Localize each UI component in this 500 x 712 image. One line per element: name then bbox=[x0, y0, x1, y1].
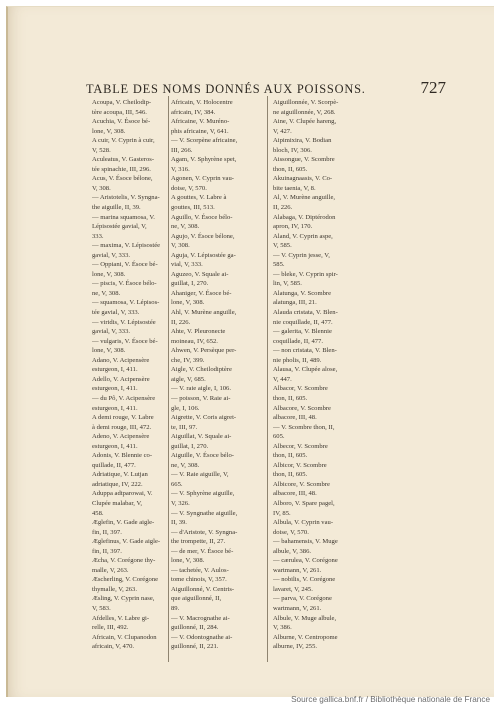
index-line: Albecor, V. Scombre bbox=[273, 442, 328, 450]
index-line: thymalle, V, 263. bbox=[92, 585, 137, 593]
index-line: — marina squamosa, V. bbox=[92, 213, 155, 221]
index-line: Agujo, V. Ésoce bélone, bbox=[171, 232, 235, 240]
index-line: V, 308. bbox=[171, 242, 190, 250]
index-line: bite taenia, V, 8. bbox=[273, 184, 316, 192]
index-line: — poisson, V. Raie ai- bbox=[171, 394, 231, 402]
index-line: II, 39. bbox=[171, 519, 187, 527]
index-line: ne, V, 308. bbox=[92, 289, 121, 297]
index-line: Albacore, V. Scombre bbox=[273, 404, 331, 412]
index-line: Albula, V. Cyprin vau- bbox=[273, 519, 334, 527]
index-line: lavaret, V, 245. bbox=[273, 585, 313, 593]
index-line: — du Pô, V. Acipensère bbox=[92, 394, 156, 402]
index-line: IV, 85. bbox=[273, 509, 291, 517]
index-line: 665. bbox=[171, 480, 183, 488]
index-line: A cuir, V. Cyprin à cuir, bbox=[92, 137, 155, 145]
index-line: — cærulea, V. Corégone bbox=[273, 557, 338, 565]
index-line: malle, V, 263. bbox=[92, 566, 129, 574]
index-line: albacore, III, 48. bbox=[273, 414, 317, 422]
index-line: guillonné, II, 284. bbox=[171, 624, 219, 632]
index-line: — parva, V. Corégone bbox=[273, 595, 332, 603]
index-line: thon, II, 605. bbox=[273, 165, 308, 173]
index-line: tée spinachie, III, 296. bbox=[92, 165, 151, 173]
column-rule bbox=[267, 96, 268, 662]
index-line: — Aristotelis, V. Syngna- bbox=[92, 194, 160, 202]
index-line: 605. bbox=[273, 433, 285, 441]
index-line: Albule, V. Muge albule, bbox=[273, 614, 337, 622]
index-line: alatunga, III, 21. bbox=[273, 299, 317, 307]
index-line: Æglefin, V. Gade aigle- bbox=[92, 519, 155, 527]
index-line: V, 316. bbox=[171, 165, 190, 173]
index-column-3 bbox=[273, 98, 373, 658]
index-line: Clupée malabar, V, bbox=[92, 499, 143, 507]
index-line: — d'Aristote, V. Syngna- bbox=[171, 528, 238, 536]
index-line: Aissongue, V. Scombre bbox=[273, 156, 335, 164]
index-line: 585. bbox=[273, 261, 285, 269]
index-line: Ahwen, V. Persèque per- bbox=[171, 347, 237, 355]
index-line: A gouttes, V. Labre à bbox=[171, 194, 227, 202]
index-line: wartmann, V, 261. bbox=[273, 566, 322, 574]
index-line: Albicore, V. Scombre bbox=[273, 480, 330, 488]
index-line: lone, V, 308. bbox=[171, 557, 205, 565]
index-line: — V. Scombre thon, II, bbox=[273, 423, 335, 431]
index-line: — viridis, V. Lépisostée bbox=[92, 318, 156, 326]
index-line: — V. raie aigle, I, 106. bbox=[171, 385, 232, 393]
index-line: Aguzeo, V. Squale ai- bbox=[171, 270, 229, 278]
index-line: Ahte, V. Pleuronecte bbox=[171, 328, 226, 336]
index-line: doise, V, 570. bbox=[171, 184, 207, 192]
index-line: Aiguillat, V. Squale ai- bbox=[171, 433, 232, 441]
index-line: Adonis, V. Blennie co- bbox=[92, 452, 153, 460]
index-line: — V. Raie aiguille, V, bbox=[171, 471, 229, 479]
index-line: guillat, I, 270. bbox=[171, 442, 209, 450]
source-credit: Source gallica.bnf.fr / Bibliothèque nationale de France bbox=[291, 695, 490, 704]
index-line: nie pholis, II, 489. bbox=[273, 356, 322, 364]
index-line: gouttes, III, 513. bbox=[171, 204, 215, 212]
index-line: esturgeon, I, 411. bbox=[92, 404, 138, 412]
index-line: Aguillo, V. Ésoce bélo- bbox=[171, 213, 233, 221]
index-line: tère acoupa, III, 546. bbox=[92, 108, 147, 116]
index-line: vial, V, 333. bbox=[171, 261, 203, 269]
index-line: te, III, 97. bbox=[171, 423, 198, 431]
index-line: Adano, V. Acipensère bbox=[92, 356, 150, 364]
index-line: lin, V, 585. bbox=[273, 280, 302, 288]
index-line: à demi rouge, III, 472. bbox=[92, 423, 152, 431]
index-line: II, 226. bbox=[273, 204, 293, 212]
index-line: fin, II, 397. bbox=[92, 528, 122, 536]
index-line: — V. Odontognathe ai- bbox=[171, 633, 233, 641]
index-line: che, IV, 399. bbox=[171, 356, 205, 364]
index-line: Africain, V. Holocentre bbox=[171, 99, 233, 106]
index-line: bloch, IV, 306. bbox=[273, 146, 312, 154]
index-line: Æglefinus, V. Gade aigle- bbox=[92, 538, 161, 546]
index-column-1 bbox=[92, 98, 166, 658]
index-line: V, 583. bbox=[92, 604, 111, 612]
index-line: V, 447. bbox=[273, 375, 292, 383]
index-line: Aigrette, V. Coris aigret- bbox=[171, 414, 237, 422]
index-line: gle, I, 106. bbox=[171, 404, 200, 412]
index-line: — bleke, V. Cyprin spir- bbox=[273, 270, 338, 278]
index-line: Acuchia, V. Ésoce bé- bbox=[92, 118, 151, 126]
index-line: Africaine, V. Muréno- bbox=[171, 118, 230, 126]
index-line: — non cristata, V. Blen- bbox=[273, 347, 337, 355]
index-line: Aine, V. Clupée hareng, bbox=[273, 118, 337, 126]
index-line: nie coquillade, II, 477. bbox=[273, 318, 333, 326]
index-line: phis africaine, V, 641. bbox=[171, 127, 229, 135]
index-line: Acoupa, V. Cheilodip- bbox=[92, 99, 152, 106]
index-line: doise, V, 570. bbox=[273, 528, 309, 536]
index-line: alburne, IV, 255. bbox=[273, 643, 318, 651]
index-line: 333. bbox=[92, 232, 104, 240]
index-line: gavial, V, 333. bbox=[92, 328, 131, 336]
index-line: Æscherling, V. Corégone bbox=[92, 576, 159, 584]
index-line: Al, V. Murène anguille, bbox=[273, 194, 336, 202]
index-line: — Oppiani, V. Ésoce bé- bbox=[92, 261, 158, 269]
index-line: ne, V, 308. bbox=[171, 461, 200, 469]
index-line: — maxima, V. Lépisostée bbox=[92, 242, 161, 250]
index-line: Aigle, V. Cheilodiptère bbox=[171, 366, 232, 374]
index-line: Acus, V. Ésoce bélone, bbox=[92, 175, 153, 183]
index-line: — V. Syngnathe aiguille, bbox=[171, 509, 238, 517]
index-column-2 bbox=[171, 98, 266, 658]
index-line: V, 585. bbox=[273, 242, 292, 250]
index-line: Aipimixira, V. Bodian bbox=[273, 137, 332, 145]
index-line: Aduppa adtparowai, V. bbox=[92, 490, 153, 498]
index-line: Alausa, V. Clupée alose, bbox=[273, 366, 338, 374]
index-line: esturgeon, I, 411. bbox=[92, 366, 138, 374]
index-line: Æcha, V. Corégone thy- bbox=[92, 557, 156, 565]
index-line: — galerita, V. Blennie bbox=[273, 328, 332, 336]
index-line: Akuinagnaasis, V. Co- bbox=[273, 175, 333, 183]
index-line: A demi rouge, V. Labre bbox=[92, 414, 154, 422]
index-line: V, 427. bbox=[273, 127, 292, 135]
index-line: Adello, V. Acipensère bbox=[92, 375, 150, 383]
index-line: tome chinois, V, 357. bbox=[171, 576, 227, 584]
index-line: Africain, V. Clupanodon bbox=[92, 633, 157, 641]
index-line: II, 226. bbox=[171, 318, 191, 326]
index-line: Aguja, V. Lépisostée ga- bbox=[171, 251, 236, 259]
index-line: V, 326. bbox=[171, 499, 190, 507]
index-line: thon, II, 605. bbox=[273, 452, 308, 460]
index-line: — V. Scorpène africaine, bbox=[171, 137, 238, 145]
index-line: — bahamensis, V. Muge bbox=[273, 538, 338, 546]
index-line: lone, V, 308. bbox=[92, 270, 126, 278]
index-line: tée gavial, V, 333. bbox=[92, 309, 140, 317]
index-line: esturgeon, I, 411. bbox=[92, 442, 138, 450]
index-line: Ahl, V. Murène anguille, bbox=[171, 309, 237, 317]
index-line: Alburne, V. Centropome bbox=[273, 633, 338, 641]
index-line: V, 528. bbox=[92, 146, 111, 154]
index-line: ne, V, 308. bbox=[171, 223, 200, 231]
index-line: lone, V, 308. bbox=[171, 299, 205, 307]
index-line: Adriatique, V. Lutjan bbox=[92, 471, 148, 479]
index-line: Alatunga, V. Scombre bbox=[273, 289, 331, 297]
index-line: Aiguille, V. Ésoce bélo- bbox=[171, 452, 234, 460]
index-line: thon, II, 605. bbox=[273, 471, 308, 479]
index-line: V, 386. bbox=[273, 624, 292, 632]
index-line: thon, II, 605. bbox=[273, 394, 308, 402]
index-line: Afdelles, V. Labre gi- bbox=[92, 614, 150, 622]
index-line: fin, II, 397. bbox=[92, 547, 122, 555]
index-line: the trompette, II, 27. bbox=[171, 538, 226, 546]
index-line: esturgeon, I, 411. bbox=[92, 385, 138, 393]
index-line: the aiguille, II, 39. bbox=[92, 204, 141, 212]
index-line: Lépisostée gavial, V, bbox=[92, 223, 147, 231]
index-line: albule, V, 386. bbox=[273, 547, 312, 555]
index-line: que aiguillonné, II, bbox=[171, 595, 222, 603]
index-line: — squamosa, V. Lépisos- bbox=[92, 299, 160, 307]
index-line: Aland, V. Cyprin aspe, bbox=[273, 232, 333, 240]
index-line: ne aiguillonnée, V, 268. bbox=[273, 108, 336, 116]
page-header bbox=[86, 78, 446, 100]
index-line: coquillade, II, 477. bbox=[273, 337, 323, 345]
index-line: — de mer, V. Ésoce bé- bbox=[171, 547, 234, 555]
index-line: Adeno, V. Acipensère bbox=[92, 433, 150, 441]
column-rule bbox=[168, 96, 169, 662]
index-line: relle, III, 492. bbox=[92, 624, 129, 632]
index-line: lone, V, 308. bbox=[92, 127, 126, 135]
index-line: quillade, II, 477. bbox=[92, 461, 136, 469]
index-line: Agonen, V. Cyprin vau- bbox=[171, 175, 234, 183]
index-line: Alboro, V. Spare pagel, bbox=[273, 499, 335, 507]
index-line: wartmann, V, 261. bbox=[273, 604, 322, 612]
index-line: III, 266. bbox=[171, 146, 193, 154]
index-line: Aculeatus, V. Gasteros- bbox=[92, 156, 155, 164]
index-line: africain, V, 470. bbox=[92, 643, 135, 651]
index-line: — V. Cyprin jesse, V, bbox=[273, 251, 330, 259]
page-title: TABLE DES NOMS DONNÉS AUX POISSONS. bbox=[86, 82, 366, 96]
index-line: Aiguillonnée, V. Scorpè- bbox=[273, 99, 339, 106]
index-line: Ahaniger, V. Ésoce bé- bbox=[171, 289, 232, 297]
index-line: Agam, V. Sphyrène spet, bbox=[171, 156, 237, 164]
index-line: 458. bbox=[92, 509, 104, 517]
index-line: Æsling, V. Cyprin nase, bbox=[92, 595, 155, 603]
page-number: 727 bbox=[420, 78, 446, 97]
index-line: Aiguillonné, V. Centris- bbox=[171, 585, 235, 593]
index-line: — vulgaris, V. Ésoce bé- bbox=[92, 337, 158, 345]
index-line: Alabaga, V. Diptérodon bbox=[273, 213, 336, 221]
index-line: guillat, I, 270. bbox=[171, 280, 209, 288]
index-line: — V. Sphyrène aiguille, bbox=[171, 490, 235, 498]
index-line: Albacor, V. Scombre bbox=[273, 385, 328, 393]
index-line: albacore, III, 48. bbox=[273, 490, 317, 498]
index-line: moineau, IV, 652. bbox=[171, 337, 218, 345]
index-line: aigle, V, 685. bbox=[171, 375, 206, 383]
index-line: Albicor, V. Scombre bbox=[273, 461, 327, 469]
index-line: guillonné, II, 221. bbox=[171, 643, 219, 651]
index-line: — nobilis, V. Corégone bbox=[273, 576, 336, 584]
index-line: apron, IV, 170. bbox=[273, 223, 313, 231]
index-line: adriatique, IV, 222. bbox=[92, 480, 143, 488]
index-line: — tachetée, V. Aulos- bbox=[171, 566, 229, 574]
index-line: — V. Macrognathe ai- bbox=[171, 614, 230, 622]
index-line: 89. bbox=[171, 604, 180, 612]
index-line: lone, V, 308. bbox=[92, 347, 126, 355]
index-line: V, 308. bbox=[92, 184, 111, 192]
index-line: — piscis, V. Ésoce bélo- bbox=[92, 280, 157, 288]
index-line: africain, IV, 384. bbox=[171, 108, 216, 116]
index-line: Alauda cristata, V. Blen- bbox=[273, 309, 338, 317]
index-line: gavial, V, 333. bbox=[92, 251, 131, 259]
